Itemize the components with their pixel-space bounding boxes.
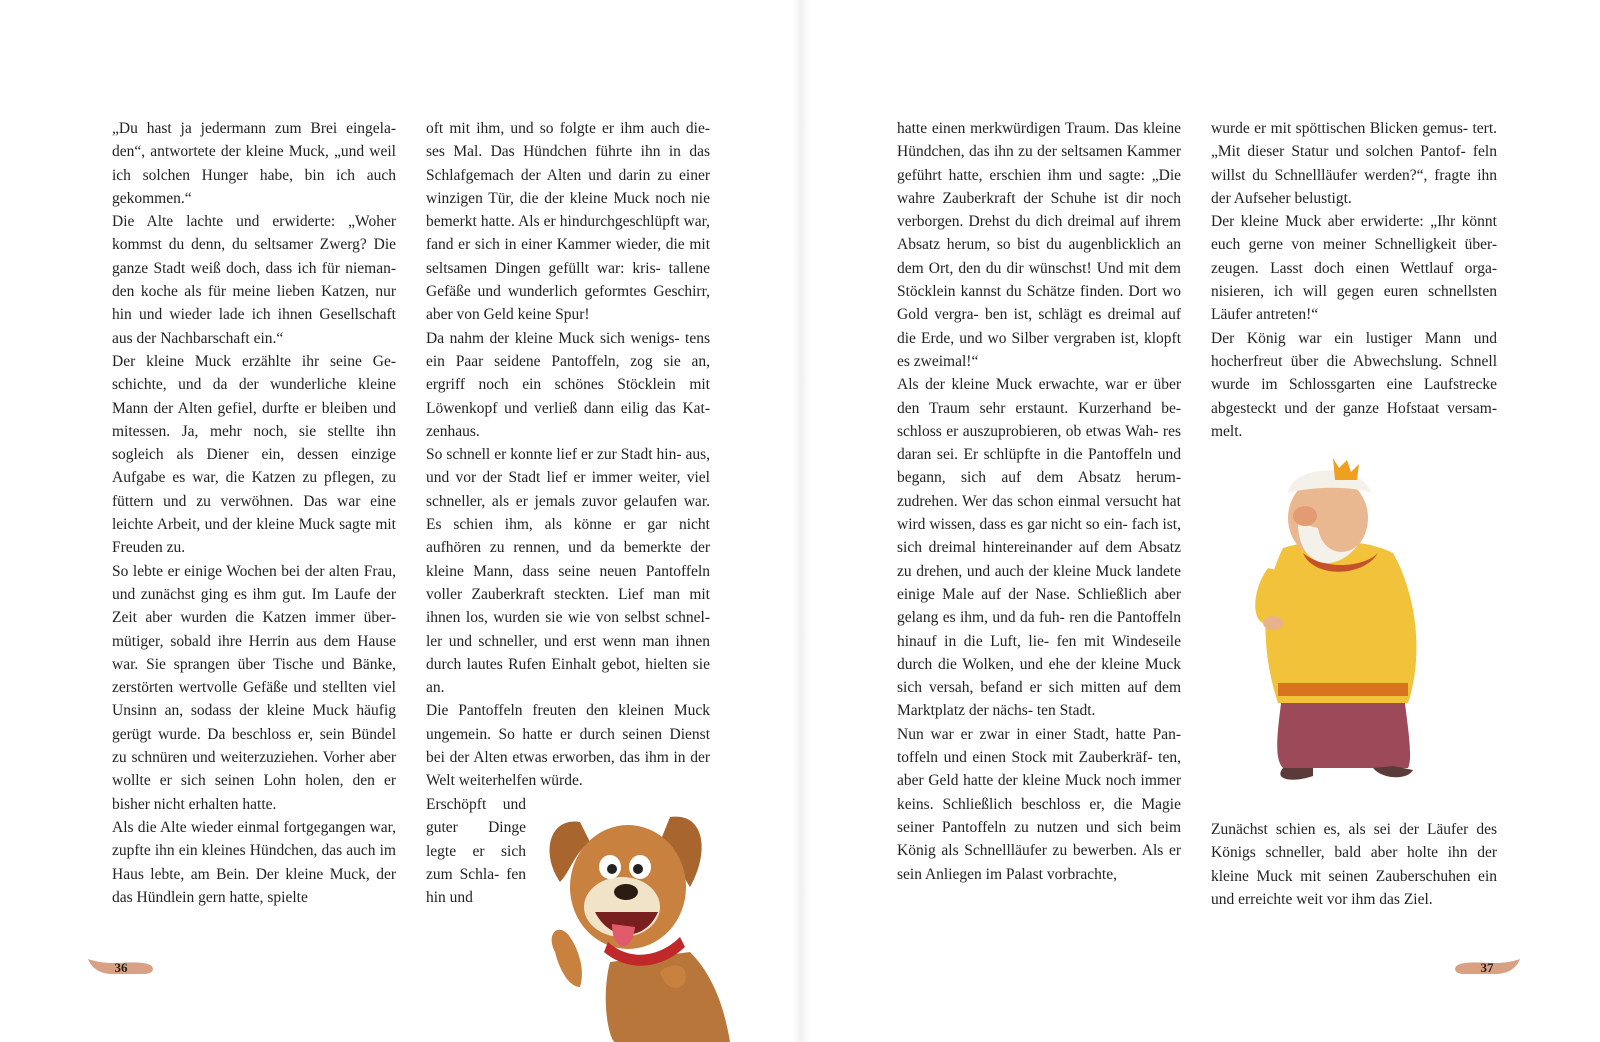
book-gutter bbox=[792, 0, 810, 1042]
paragraph: hatte einen merkwürdigen Traum. Das kleine Hündchen, das ihn zu der seltsamen Kammer geführt hatte, erschien ihm und sagte: „Die wahre Zauberkraft der Schuhe ist dir noch verborgen. Drehst du dich dreimal auf ihrem Absatz herum, so bist du augenblicklich an dem Ort, den du dir wünschst! Und mit dem Stöcklein kannst du Schätze finden. Dort wo Gold vergra- ben ist, schlägt es dreimal auf die Erde, und wo Silber vergraben ist, klopft es zweimal!“ bbox=[897, 120, 1181, 370]
king-figure bbox=[1255, 458, 1416, 780]
paragraph: oft mit ihm, und so folgte er ihm auch die- ses Mal. Das Hündchen führte ihn in das Schlafgemach der Alten und darin zu einer winzigen Tür, die der kleine Muck noch nie bemerkt hatte. Als er hindurchgeschlüpft war, fand er sich in einer Kammer wieder, die mit seltsamen Dingen gefüllt war: kris- tallene Gefäße und wunderlich geformtes Geschirr, aber von Geld keine Spur! bbox=[426, 120, 710, 324]
paragraph: Da nahm der kleine Muck sich wenigs- tens ein Paar seidene Pantoffeln, zog sie an, ergriff noch ein schönes Stöcklein mit Löwenkopf und verließ dann eilig das Kat- zenhaus. bbox=[426, 329, 710, 440]
paragraph: „Du hast ja jedermann zum Brei eingela- den“, antwortete der kleine Muck, „und weil ich solchen Hunger habe, bin ich auch gekommen.“ bbox=[112, 120, 396, 207]
king-hand bbox=[1263, 616, 1283, 630]
paragraph: Nun war er zwar in einer Stadt, hatte Pan- toffeln und einen Stock mit Zauberkräf- ten, aber Geld hatte der kleine Muck noch immer keins. Schließlich beschloss er, die Magie seiner Pantoffeln zu nutzen und sich beim König als Schnellläufer zu bewerben. Als er sein Anliegen im Palast vorbrachte, bbox=[897, 725, 1181, 883]
dog-nose bbox=[614, 884, 638, 900]
paragraph: Als die Alte wieder einmal fortgegangen war, zupfte ihn ein kleines Hündchen, das auch im Haus lebte, am Bein. Der kleine Muck, der das Hündlein gern hatte, spielte bbox=[112, 818, 396, 906]
paragraph: Die Alte lachte und erwiderte: „Woher kommst du denn, du seltsamer Zwerg? Die ganze Stadt weiß doch, dass ich für nieman- den koche als für meine lieben Katzen, nur hin und wieder lade ich ihnen Gesellschaft aus der Nachbarschaft ein.“ bbox=[112, 213, 396, 347]
dog-eye bbox=[607, 864, 617, 874]
paragraph: Als der kleine Muck erwachte, war er über den Traum sehr erstaunt. Kurzerhand be- schloss er auszuprobieren, ob etwas Wah- res daran sei. Er schlüpfte in die Pantoffeln und begann, sich auf dem Absatz herum- zudrehen. Wer das schon einmal versucht hat wird wissen, dass es gar nicht so ein- fach ist, sich dreimal hintereinander auf dem Absatz zu drehen, und auch der kleine Muck landete einige Male auf der Nase. Schließlich aber gelang es ihm, und da fuh- ren die Pantoffeln hinauf in die Luft, lie- fen mit Windeseile durch die Wolken, und ehe der kleine Muck sich versah, befand er sich mitten auf dem Marktplatz der nächs- ten Stadt. bbox=[897, 376, 1181, 720]
right-page-column-2 bbox=[1211, 117, 1497, 443]
dog-illustration bbox=[540, 812, 745, 1042]
right-page-column-2-bottom bbox=[1211, 818, 1497, 911]
page-number: 37 bbox=[1480, 960, 1494, 975]
king-shoe bbox=[1280, 768, 1313, 780]
right-page-column-1 bbox=[897, 117, 1181, 886]
crown-icon bbox=[1333, 458, 1359, 480]
dog-eye bbox=[633, 864, 643, 874]
dog-body bbox=[550, 817, 730, 1042]
page-number-right bbox=[1452, 955, 1522, 981]
king-nose bbox=[1293, 506, 1317, 526]
dog-paw bbox=[552, 930, 582, 987]
king-illustration bbox=[1243, 458, 1443, 793]
paragraph: So lebte er einige Wochen bei der alten Frau, und zunächst ging es ihm gut. Im Laufe der Zeit aber wurden die Katzen immer über- mütiger, sobald ihre Herrin aus dem Hause war. Sie sprangen über Tische und Bänke, zerstörten wertvolle Gefäße und stellten viel Unsinn an, sodass der kleine Muck häufig gerügt wurde. Da beschloss er, sein Bündel zu schnüren und weiterzuziehen. Vorher aber wollte er sich seinen Lohn holen, den er bisher nicht erhalten hatte. bbox=[112, 562, 396, 813]
left-page-column-2-wrap-text bbox=[426, 793, 526, 909]
paragraph: Der kleine Muck erzählte ihr seine Ge- schichte, und da der wunderliche kleine Mann der Alten gefiel, durfte er bleiben und mitessen. Ja, mehr noch, sie stellte ihn sogleich als Diener ein, dessen einzige Aufgabe es war, die Katzen zu pflegen, zu füttern und zu verwöhnen. Das war eine leichte Arbeit, und der kleine Muck sagte mit Freuden zu. bbox=[112, 352, 396, 557]
paragraph: Die Pantoffeln freuten den kleinen Muck ungemein. So hatte er durch seinen Dienst bei der Alten etwas erworben, das ihm in der Welt weiterhelfen würde. bbox=[426, 702, 710, 790]
paragraph: So schnell er konnte lief er zur Stadt hin- aus, und vor der Stadt lief er immer weiter, viel schneller, als er jemals zuvor gelaufen war. Es schien ihm, als könne er gar nicht aufhören zu rennen, und da bemerkte der kleine Mann, dass seine neuen Pantoffeln voller Zauberkraft steckten. Lief man mit ihnen los, wurden sie wie von selbst schnel- ler und schneller, und erst wenn man ihnen durch lautes Rufen Einhalt gebot, hielten sie an. bbox=[426, 446, 710, 697]
paragraph: Zunächst schien es, als sei der Läufer des Königs schneller, bald aber holte ihn der kleine Muck mit seinen Zauberschuhen ein und erreichte weit vor ihm das Ziel. bbox=[1211, 821, 1497, 908]
paragraph: Erschöpft und guter Dinge legte er sich zum Schla- fen hin und bbox=[426, 796, 526, 907]
paragraph: wurde er mit spöttischen Blicken gemus- tert. „Mit dieser Statur und solchen Pantof- feln willst du Schnellläufer werden?“, fragte ihn der Aufseher belustigt. bbox=[1211, 120, 1497, 207]
paragraph: Der König war ein lustiger Mann und hocherfreut über die Abwechslung. Schnell wurde im Schlossgarten eine Laufstrecke abgesteckt und der ganze Hofstaat versam- melt. bbox=[1211, 329, 1497, 440]
left-page-column-1 bbox=[112, 117, 396, 909]
page-number: 36 bbox=[114, 960, 128, 975]
paragraph: Der kleine Muck aber erwiderte: „Ihr könnt euch gerne von meiner Schnelligkeit über- zeugen. Lasst doch einen Wettlauf orga- nisieren, ich will gegen euren schnellsten Läufer antreten!“ bbox=[1211, 213, 1497, 324]
page-number-left bbox=[86, 955, 156, 981]
left-page-column-2 bbox=[426, 117, 710, 793]
